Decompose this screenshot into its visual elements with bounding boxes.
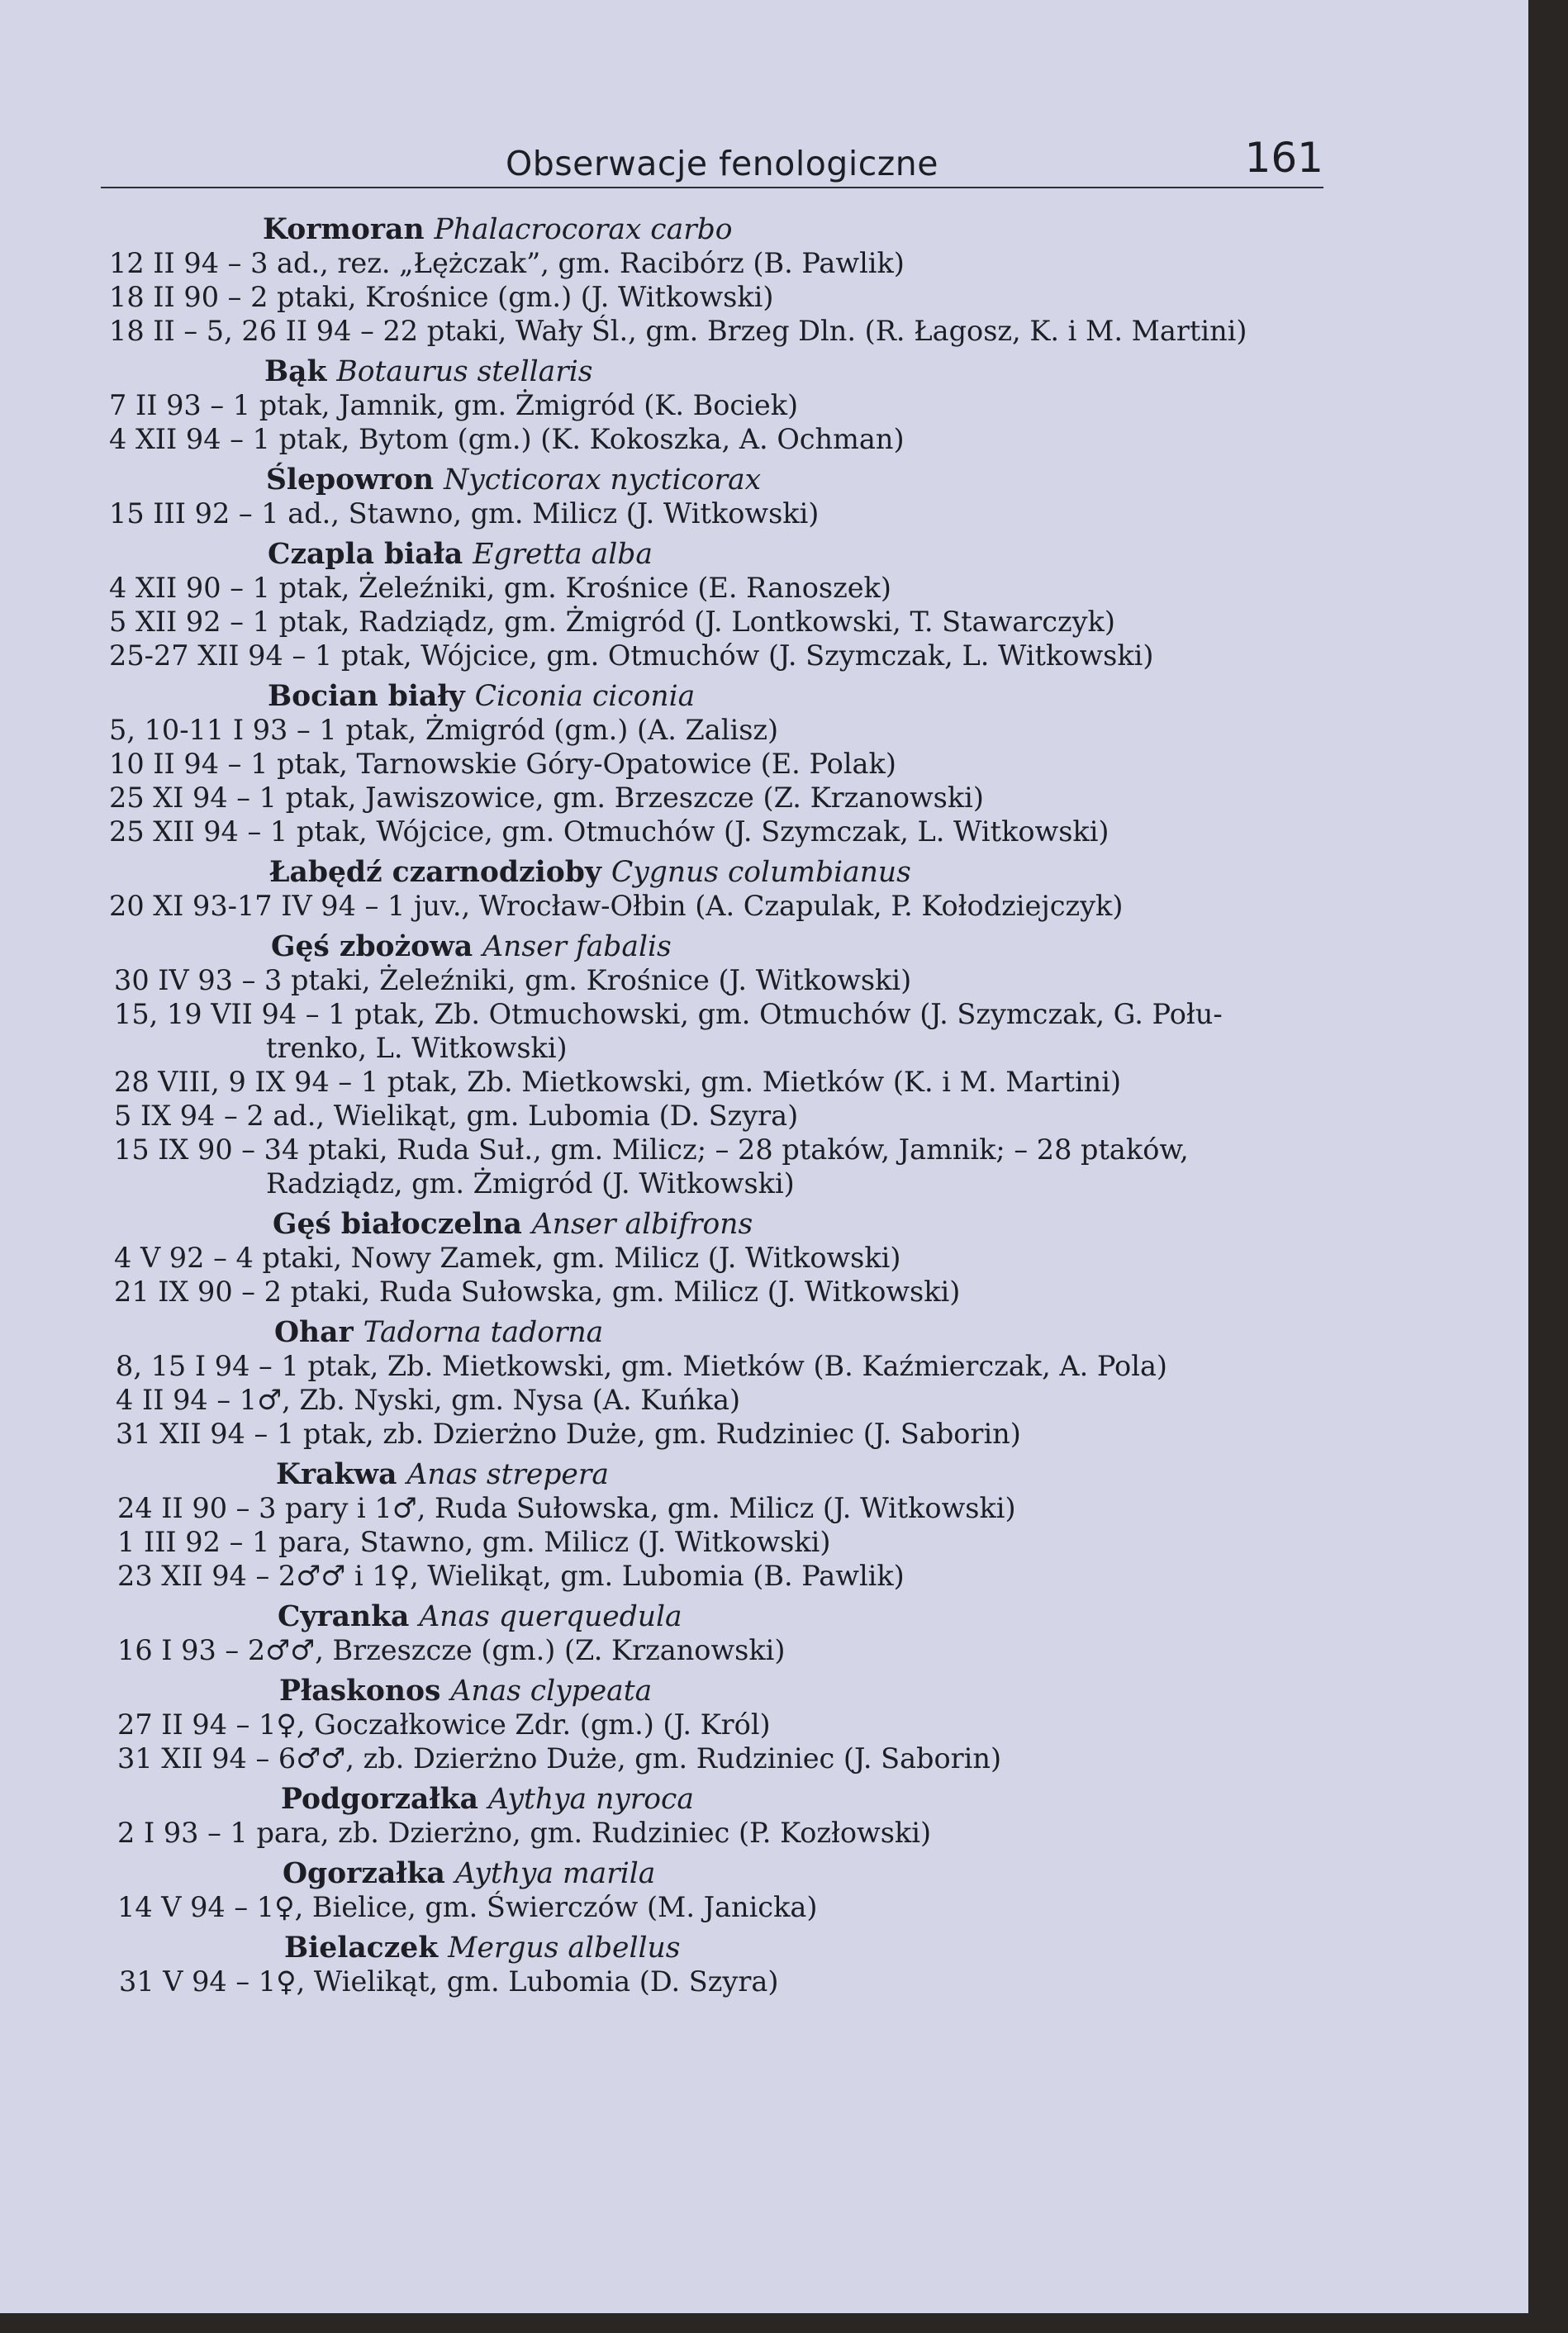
species-latin-name: Mergus albellus xyxy=(448,1931,681,1965)
observation-entry: 16 I 93 – 2♂♂, Brzeszcze (gm.) (Z. Krzanowski) xyxy=(117,1634,786,1666)
observation-entry: 1 III 92 – 1 para, Stawno, gm. Milicz (J. Witkowski) xyxy=(117,1526,831,1558)
species-latin-name: Anser fabalis xyxy=(482,930,672,963)
observation-entry: 18 II – 5, 26 II 94 – 22 ptaki, Wały Śl., gm. Brzeg Dln. (R. Łagosz, K. i M. Martini) xyxy=(109,315,1247,347)
species-latin-name: Anas clypeata xyxy=(450,1675,653,1708)
species-heading xyxy=(109,680,1348,713)
observation-entry: 24 II 90 – 3 pary i 1♂, Ruda Sułowska, gm. Milicz (J. Witkowski) xyxy=(117,1492,1016,1524)
observation-entry: 31 XII 94 – 6♂♂, zb. Dzierżno Duże, gm. Rudziniec (J. Saborin) xyxy=(117,1742,1002,1775)
observation-entry: 14 V 94 – 1♀, Bielice, gm. Świerczów (M. Janicka) xyxy=(117,1891,818,1923)
species-section xyxy=(109,1783,1348,1850)
species-heading xyxy=(109,355,1348,388)
species-latin-name: Anser albifrons xyxy=(531,1208,753,1241)
species-heading xyxy=(109,1316,1348,1349)
species-section xyxy=(109,680,1348,848)
observation-entry: 31 V 94 – 1♀, Wielikąt, gm. Lubomia (D. Szyra) xyxy=(119,1965,779,1998)
species-section xyxy=(109,1208,1348,1309)
observation-entry: 27 II 94 – 1♀, Goczałkowice Zdr. (gm.) (J. Król) xyxy=(117,1708,771,1741)
species-section xyxy=(109,463,1348,530)
species-heading xyxy=(109,538,1348,571)
species-section xyxy=(109,1316,1348,1451)
observation-entry: 5 IX 94 – 2 ad., Wielikąt, gm. Lubomia (D. Szyra) xyxy=(114,1100,799,1132)
species-section xyxy=(109,213,1348,348)
species-common-name: Bielaczek xyxy=(284,1931,439,1965)
species-common-name: Ohar xyxy=(274,1316,354,1349)
species-common-name: Czapla biała xyxy=(268,538,463,571)
page-number: 161 xyxy=(1244,134,1323,182)
species-latin-name: Cygnus columbianus xyxy=(611,856,911,889)
species-heading xyxy=(109,1600,1348,1633)
species-latin-name: Egretta alba xyxy=(473,538,653,571)
species-common-name: Gęś zbożowa xyxy=(271,930,473,963)
species-latin-name: Phalacrocorax carbo xyxy=(434,213,733,246)
species-common-name: Łabędź czarnodzioby xyxy=(269,856,601,889)
species-section xyxy=(109,1857,1348,1924)
observation-entry: 30 IV 93 – 3 ptaki, Żeleźniki, gm. Krośnice (J. Witkowski) xyxy=(114,964,912,996)
observation-entry: 5 XII 92 – 1 ptak, Radziądz, gm. Żmigród (J. Lontkowski, T. Stawarczyk) xyxy=(109,606,1115,638)
species-section xyxy=(109,1675,1348,1775)
species-latin-name: Tadorna tadorna xyxy=(363,1316,604,1349)
species-section xyxy=(109,1458,1348,1593)
observation-entry-continuation: trenko, L. Witkowski) xyxy=(266,1032,568,1064)
running-title: Obserwacje fenologiczne xyxy=(506,144,938,183)
species-heading xyxy=(109,856,1348,889)
species-heading xyxy=(109,1783,1348,1816)
observation-entry: 4 II 94 – 1♂, Zb. Nyski, gm. Nysa (A. Kuńka) xyxy=(116,1384,741,1416)
running-header xyxy=(101,132,1323,188)
species-latin-name: Nycticorax nycticorax xyxy=(444,463,762,497)
species-common-name: Gęś białoczelna xyxy=(273,1208,522,1241)
observation-entry: 25-27 XII 94 – 1 ptak, Wójcice, gm. Otmuchów (J. Szymczak, L. Witkowski) xyxy=(109,639,1154,672)
observation-entry: 2 I 93 – 1 para, zb. Dzierżno, gm. Rudziniec (P. Kozłowski) xyxy=(117,1817,932,1849)
species-heading xyxy=(109,1931,1348,1965)
observation-entry: 25 XI 94 – 1 ptak, Jawiszowice, gm. Brzeszcze (Z. Krzanowski) xyxy=(109,782,984,814)
species-latin-name: Botaurus stellaris xyxy=(336,355,593,388)
observation-entry: 7 II 93 – 1 ptak, Jamnik, gm. Żmigród (K. Bociek) xyxy=(109,389,799,421)
species-heading xyxy=(109,213,1348,246)
observation-list xyxy=(109,213,1348,2006)
observation-entry: 4 XII 94 – 1 ptak, Bytom (gm.) (K. Kokoszka, A. Ochman) xyxy=(109,423,905,455)
observation-entry: 25 XII 94 – 1 ptak, Wójcice, gm. Otmuchów (J. Szymczak, L. Witkowski) xyxy=(109,815,1109,848)
observation-entry: 4 XII 90 – 1 ptak, Żeleźniki, gm. Krośnice (E. Ranoszek) xyxy=(109,572,891,604)
observation-entry: 15 III 92 – 1 ad., Stawno, gm. Milicz (J. Witkowski) xyxy=(109,497,820,530)
species-latin-name: Aythya marila xyxy=(454,1857,656,1890)
species-latin-name: Anas strepera xyxy=(406,1458,609,1491)
species-common-name: Podgorzałka xyxy=(281,1783,478,1816)
observation-entry: 28 VIII, 9 IX 94 – 1 ptak, Zb. Mietkowski, gm. Mietków (K. i M. Martini) xyxy=(114,1066,1122,1098)
species-common-name: Ogorzałka xyxy=(283,1857,445,1890)
observation-entry: 18 II 90 – 2 ptaki, Krośnice (gm.) (J. Witkowski) xyxy=(109,281,774,313)
species-common-name: Ślepowron xyxy=(266,463,435,497)
observation-entry: 15 IX 90 – 34 ptaki, Ruda Suł., gm. Milicz; – 28 ptaków, Jamnik; – 28 ptaków, xyxy=(114,1133,1189,1166)
species-section xyxy=(109,1600,1348,1667)
species-section xyxy=(109,1931,1348,1998)
species-section xyxy=(109,930,1348,1200)
species-latin-name: Anas querquedula xyxy=(419,1600,682,1633)
species-latin-name: Aythya nyroca xyxy=(487,1783,694,1816)
species-common-name: Bąk xyxy=(264,355,327,388)
observation-entry: 10 II 94 – 1 ptak, Tarnowskie Góry-Opatowice (E. Polak) xyxy=(109,748,896,780)
species-common-name: Bocian biały xyxy=(268,680,465,713)
species-common-name: Kormoran xyxy=(263,213,425,246)
species-heading xyxy=(109,1458,1348,1491)
observation-entry: 21 IX 90 – 2 ptaki, Ruda Sułowska, gm. Milicz (J. Witkowski) xyxy=(114,1276,961,1308)
observation-entry: 20 XI 93-17 IV 94 – 1 juv., Wrocław-Ołbin (A. Czapulak, P. Kołodziejczyk) xyxy=(109,890,1124,922)
observation-entry: 5, 10-11 I 93 – 1 ptak, Żmigród (gm.) (A. Zalisz) xyxy=(109,714,779,746)
species-latin-name: Ciconia ciconia xyxy=(474,680,696,713)
species-heading xyxy=(109,1675,1348,1708)
observation-entry: 31 XII 94 – 1 ptak, zb. Dzierżno Duże, gm. Rudziniec (J. Saborin) xyxy=(116,1418,1021,1450)
species-heading xyxy=(109,930,1348,963)
observation-entry-continuation: Radziądz, gm. Żmigród (J. Witkowski) xyxy=(266,1167,795,1200)
observation-entry: 4 V 92 – 4 ptaki, Nowy Zamek, gm. Milicz (J. Witkowski) xyxy=(114,1242,901,1274)
species-heading xyxy=(109,1208,1348,1241)
species-heading xyxy=(109,1857,1348,1890)
species-common-name: Krakwa xyxy=(276,1458,397,1491)
species-common-name: Płaskonos xyxy=(279,1675,441,1708)
species-section xyxy=(109,856,1348,923)
species-heading xyxy=(109,463,1348,497)
species-section xyxy=(109,538,1348,672)
observation-entry: 15, 19 VII 94 – 1 ptak, Zb. Otmuchowski, gm. Otmuchów (J. Szymczak, G. Połu- xyxy=(114,998,1223,1030)
species-common-name: Cyranka xyxy=(278,1600,410,1633)
observation-entry: 8, 15 I 94 – 1 ptak, Zb. Mietkowski, gm. Mietków (B. Kaźmierczak, A. Pola) xyxy=(116,1350,1167,1382)
observation-entry: 23 XII 94 – 2♂♂ i 1♀, Wielikąt, gm. Lubomia (B. Pawlik) xyxy=(117,1560,905,1592)
observation-entry: 12 II 94 – 3 ad., rez. „Łężczak”, gm. Racibórz (B. Pawlik) xyxy=(109,247,905,279)
species-section xyxy=(109,355,1348,456)
